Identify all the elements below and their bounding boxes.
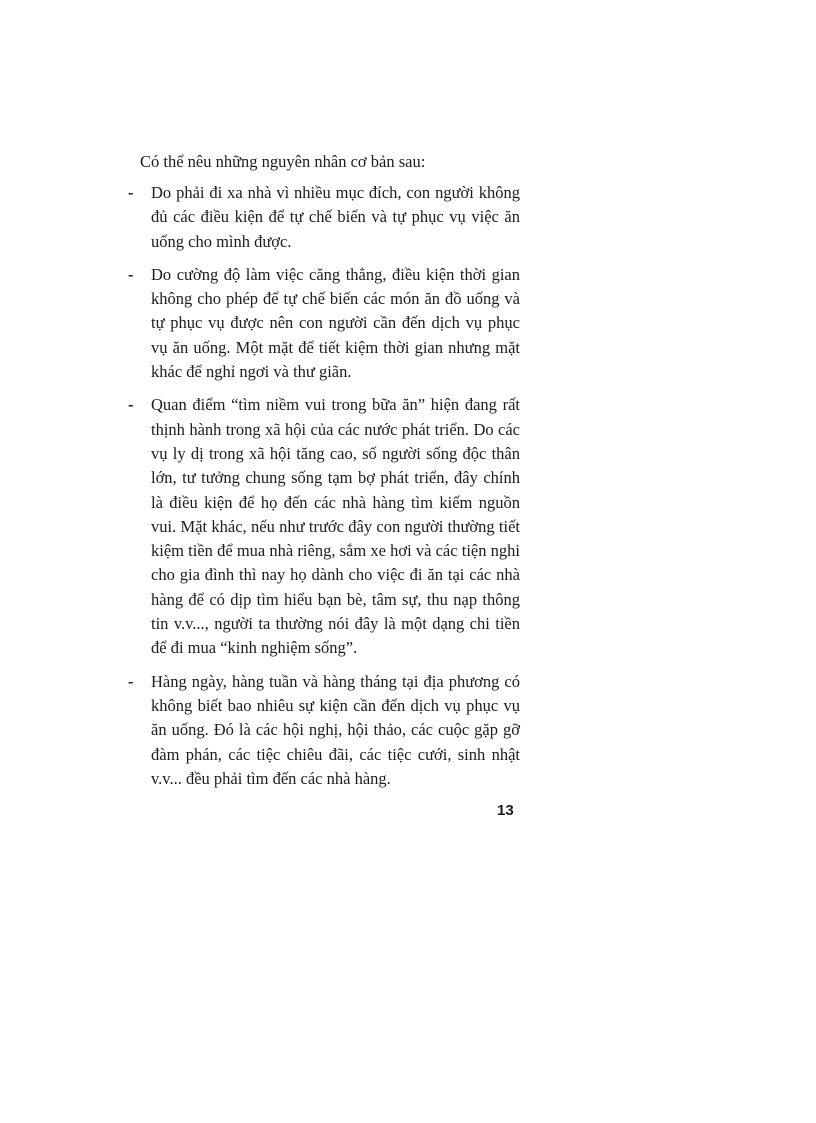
list-item-text: Do phải đi xa nhà vì nhiều mục đích, con người không đủ các điều kiện để tự chế biến và tự phục vụ việc ăn uống cho mình được. — [151, 183, 520, 251]
list-item-text: Do cường độ làm việc căng thẳng, điều kiện thời gian không cho phép để tự chế biến các món ăn đồ uống và tự phục vụ được nên con người cần đến dịch vụ phục vụ ăn uống. Một mặt để tiết kiệm thời gian nhưng mặt khác để nghỉ ngơi và thư giãn. — [151, 264, 520, 382]
list-item — [128, 393, 520, 660]
list-item-text: Hàng ngày, hàng tuần và hàng tháng tại địa phương có không biết bao nhiêu sự kiện cần đến dịch vụ phục vụ ăn uống. Đó là các hội nghị, hội thảo, các cuộc gặp gỡ đàm phán, các tiệc chiêu đãi, các tiệc cưới, sinh nhật v.v... đều phải tìm đến các nhà hàng. — [151, 671, 520, 788]
reasons-list — [128, 181, 520, 800]
list-item — [128, 181, 520, 254]
bullet-dash: - — [128, 264, 134, 284]
list-item — [128, 670, 520, 791]
list-item — [128, 263, 520, 384]
bullet-dash: - — [128, 395, 134, 415]
bullet-dash: - — [128, 671, 134, 691]
bullet-dash: - — [128, 183, 134, 202]
page-number: 13 — [497, 802, 514, 819]
intro-paragraph: Có thể nêu những nguyên nhân cơ bản sau: — [140, 152, 426, 171]
list-item-text: Quan điểm “tìm niềm vui trong bữa ăn” hiện đang rất thịnh hành trong xã hội của các nước phát triển. Do các vụ ly dị trong xã hội tăng cao, số người sống độc thân lớn, tư tưởng chung sống tạm bợ phát triển, đây chính là điều kiện để họ đến các nhà hàng tìm kiếm nguồn vui. Mặt khác, nếu như trước đây con người thường tiết kiệm tiền để mua nhà riêng, sắm xe hơi và các tiện nghi cho gia đình thì nay họ dành cho việc đi ăn tại các nhà hàng để có dịp tìm hiểu bạn bè, tâm sự, thu nạp thông tin v.v..., người ta thường nói đây là một dạng chi tiền để đi mua “kinh nghiệm sống”. — [151, 395, 520, 658]
